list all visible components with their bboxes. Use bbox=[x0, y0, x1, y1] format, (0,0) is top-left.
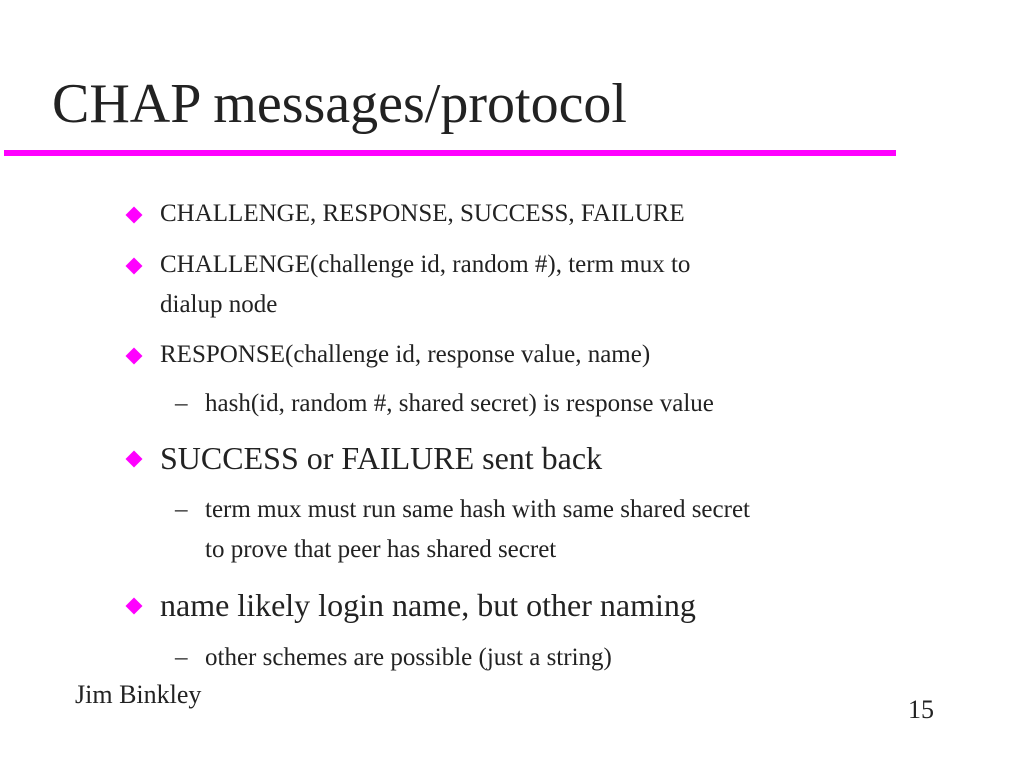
bullet-item bbox=[160, 439, 602, 477]
bullet-continuation bbox=[160, 290, 277, 320]
sub-bullet-item bbox=[175, 643, 612, 673]
dash-bullet: – bbox=[175, 496, 188, 523]
diamond-bullet-icon bbox=[126, 207, 143, 224]
page-number: 15 bbox=[908, 695, 934, 724]
sub-bullet-text: term mux must run same hash with same shared secret bbox=[205, 496, 750, 523]
bullet-item bbox=[160, 199, 685, 229]
bullet-text: CHALLENGE(challenge id, random #), term mux to bbox=[160, 251, 691, 278]
bullet-text: dialup node bbox=[160, 291, 278, 318]
sub-bullet-continuation bbox=[205, 535, 556, 565]
diamond-bullet-icon bbox=[126, 451, 143, 468]
sub-bullet-item bbox=[175, 495, 750, 525]
bullet-text: CHALLENGE, RESPONSE, SUCCESS, FAILURE bbox=[160, 200, 685, 227]
bullet-text: SUCCESS or FAILURE sent back bbox=[160, 440, 603, 476]
sub-bullet-text: hash(id, random #, shared secret) is response value bbox=[205, 390, 714, 417]
dash-bullet: – bbox=[175, 644, 188, 671]
sub-bullet-text: other schemes are possible (just a string) bbox=[205, 644, 612, 671]
bullet-item bbox=[160, 586, 696, 624]
bullet-text: name likely login name, but other naming bbox=[160, 587, 696, 623]
slide-title: CHAP messages/protocol bbox=[52, 73, 627, 135]
diamond-bullet-icon bbox=[126, 348, 143, 365]
bullet-item bbox=[160, 340, 650, 370]
bullet-text: RESPONSE(challenge id, response value, name) bbox=[160, 341, 651, 368]
diamond-bullet-icon bbox=[126, 258, 143, 275]
diamond-bullet-icon bbox=[126, 598, 143, 615]
footer-author: Jim Binkley bbox=[75, 680, 202, 709]
dash-bullet: – bbox=[175, 390, 188, 417]
bullet-item bbox=[160, 250, 690, 280]
sub-bullet-item bbox=[175, 389, 714, 419]
sub-bullet-text: to prove that peer has shared secret bbox=[205, 536, 557, 563]
